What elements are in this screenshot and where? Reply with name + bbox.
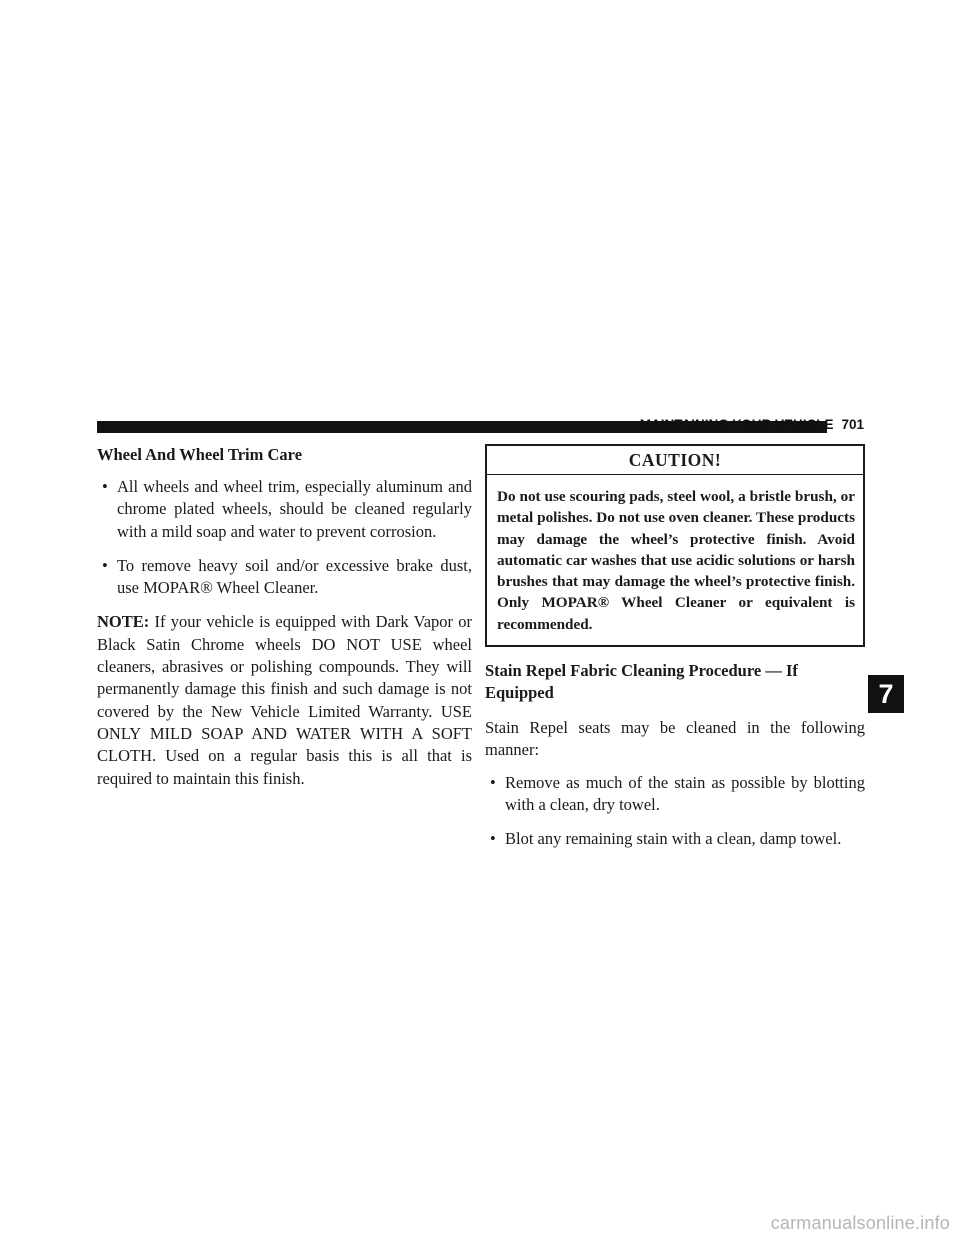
left-column <box>97 444 472 790</box>
note-paragraph <box>97 611 472 789</box>
stain-list <box>485 772 865 851</box>
bullet-icon: • <box>490 772 496 792</box>
section-title: MAINTAINING YOUR VEHICLE <box>639 417 834 432</box>
note-label: NOTE: <box>97 612 150 632</box>
list-item: • Blot any remaining stain with a clean, damp towel. <box>485 828 865 850</box>
note-text: If your vehicle is equipped with Dark Vapor or Black Satin Chrome wheels DO NOT USE wheel cleaners, abrasives or polishing compounds. They will permanently damage this finish and such damage is not covered by the New Vehicle Limited Warranty. USE ONLY MILD SOAP AND WATER WITH A SOFT CLOTH. Used on a regular basis this is all that is required to maintain this finish. <box>97 612 473 788</box>
list-item: • To remove heavy soil and/or excessive brake dust, use MOPAR® Wheel Cleaner. <box>102 555 472 598</box>
section-heading-stain-repel: Stain Repel Fabric Cleaning Procedure — If Equipped <box>485 661 798 703</box>
bullet-icon: • <box>102 555 108 575</box>
bullet-icon: • <box>102 477 108 496</box>
bullet-icon: • <box>490 829 496 849</box>
list-item: • All wheels and wheel trim, especially aluminum and chrome plated wheels, should be cleaned regularly with a mild soap and water to prevent corrosion. <box>102 477 472 541</box>
watermark: carmanualsonline.info <box>770 1213 950 1233</box>
section-heading-wheel-care: Wheel And Wheel Trim Care <box>97 445 303 464</box>
page-number: 701 <box>841 417 864 432</box>
chapter-tab: 7 <box>868 675 904 713</box>
running-header <box>640 417 864 432</box>
wheel-care-list <box>97 476 472 599</box>
caution-box <box>485 444 865 647</box>
right-column <box>485 444 865 851</box>
caution-body: Do not use scouring pads, steel wool, a bristle brush, or metal polishes. Do not use oven cleaner. These products may damage the wheel’s protective finish. Avoid automatic car washes that use acidic solutions or harsh brushes that may damage the wheel’s protective finish. Only MOPAR® Wheel Cleaner or equivalent is recommended. <box>497 488 855 633</box>
list-item: • Remove as much of the stain as possible by blotting with a clean, dry towel. <box>490 772 865 814</box>
stain-intro: Stain Repel seats may be cleaned in the following manner: <box>485 718 865 760</box>
caution-title: CAUTION! <box>487 446 863 475</box>
